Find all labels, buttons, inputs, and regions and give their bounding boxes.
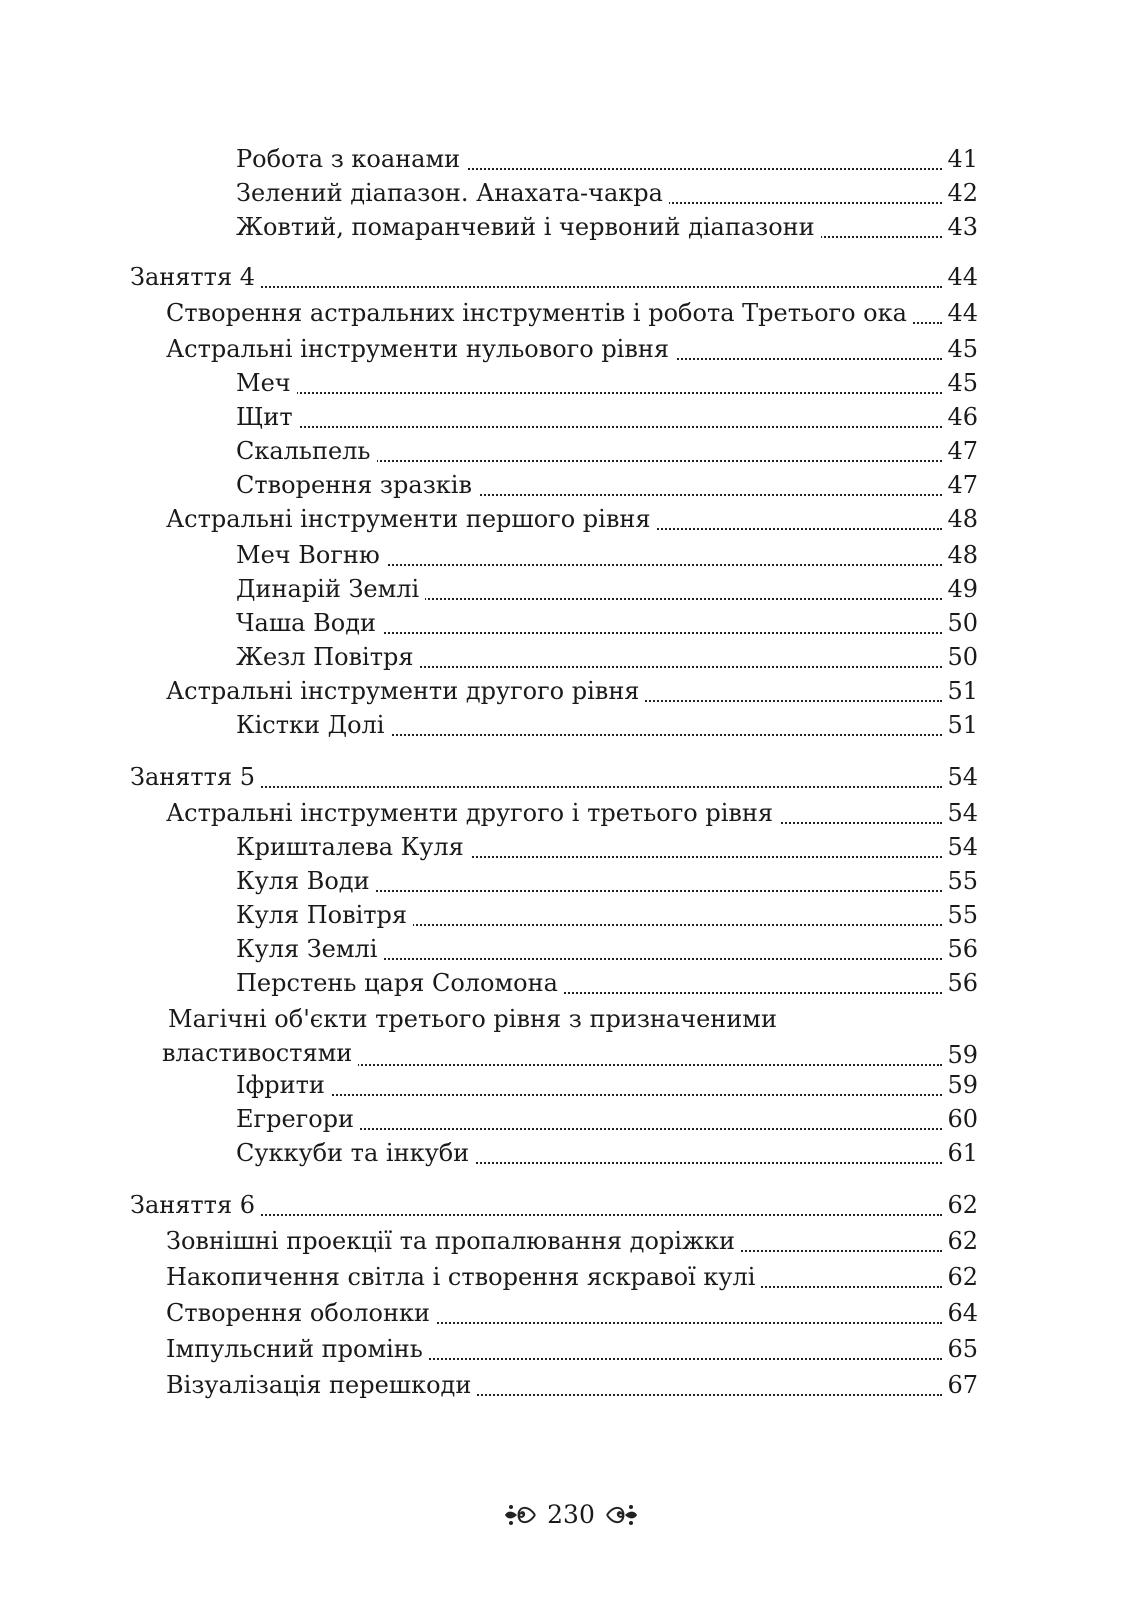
- toc-entry-title: Астральні інструменти нульового рівня: [166, 334, 675, 364]
- toc-entry-page: 41: [943, 144, 978, 174]
- toc-entry-page: 47: [943, 436, 978, 466]
- toc-entry-page: 43: [943, 212, 978, 242]
- toc-entry-title: Меч Вогню: [236, 540, 386, 570]
- toc-entry-title: Створення астральних інструментів і робота Третього ока: [166, 298, 913, 328]
- toc-entry-page: 62: [943, 1190, 978, 1220]
- page-footer: [0, 1500, 1142, 1532]
- toc-entry-page: 50: [943, 642, 978, 672]
- toc-entry-title: Жезл Повітря: [236, 642, 419, 672]
- toc-entry: [236, 864, 978, 900]
- toc-entry-page: 67: [943, 1370, 978, 1400]
- toc-entry-page: 51: [943, 710, 978, 740]
- toc-entry-page: 47: [943, 470, 978, 500]
- toc-entry: [166, 502, 978, 538]
- toc-entry-title: Меч: [236, 368, 297, 398]
- toc-entry: [236, 176, 978, 212]
- toc-entry-title: Створення оболонки: [166, 1298, 436, 1328]
- toc-entry-page: 51: [943, 676, 978, 706]
- toc-entry-page: 45: [943, 368, 978, 398]
- toc-entry-title: Щит: [236, 402, 299, 432]
- toc-entry-title: Куля Води: [236, 866, 376, 896]
- toc-entry: [236, 572, 978, 608]
- toc-entry-page: 42: [943, 178, 978, 208]
- toc-entry: [166, 1332, 978, 1368]
- toc-entry-page: 45: [943, 334, 978, 364]
- toc-entry-title: Зелений діапазон. Анахата-чакра: [236, 178, 669, 208]
- toc-entry-title: Зовнішні проекції та пропалювання доріжки: [166, 1226, 741, 1256]
- toc-entry: [236, 708, 978, 744]
- toc-entry-page: 61: [943, 1138, 978, 1168]
- toc-entry: [236, 538, 978, 574]
- toc-entry: [236, 434, 978, 470]
- dot-leader: [236, 426, 942, 428]
- toc-entry-page: 59: [943, 1070, 978, 1100]
- toc-entry-page: 55: [943, 900, 978, 930]
- toc-entry-title: Кришталева Куля: [236, 832, 470, 862]
- toc-entry: [130, 760, 978, 796]
- toc-entry: [236, 966, 978, 1002]
- toc-entry-page: 62: [943, 1262, 978, 1292]
- toc-entry: [236, 1102, 978, 1138]
- toc-entry-title: Заняття 5: [130, 762, 261, 792]
- toc-entry: [162, 1002, 978, 1074]
- toc-entry: [236, 932, 978, 968]
- toc-entry-page: 60: [943, 1104, 978, 1134]
- toc-entry: [130, 1188, 978, 1224]
- page-number: 230: [547, 1500, 595, 1529]
- toc-entry: [166, 1296, 978, 1332]
- toc-entry-title: Перстень царя Соломона: [236, 968, 564, 998]
- toc-entry-page: 49: [943, 574, 978, 604]
- toc-entry: [236, 468, 978, 504]
- toc-entry: [236, 606, 978, 642]
- toc-entry: [236, 898, 978, 934]
- toc-entry-title: Суккуби та інкуби: [236, 1138, 475, 1168]
- toc-entry-page: 55: [943, 866, 978, 896]
- toc-entry-title: [162, 1002, 984, 1070]
- toc-entry: [236, 640, 978, 676]
- toc-entry: [166, 796, 978, 832]
- fleuron-left-icon: [503, 1502, 537, 1528]
- toc-entry-title: Заняття 4: [130, 262, 261, 292]
- toc-entry: [236, 1068, 978, 1104]
- toc-entry-page: 50: [943, 608, 978, 638]
- toc-entry-page: 54: [943, 798, 978, 828]
- toc-entry-title: Астральні інструменти другого і третього рівня: [166, 798, 779, 828]
- toc-entry-title-line2: властивостями: [162, 1036, 358, 1070]
- toc-entry-page: 48: [943, 504, 978, 534]
- toc-entry: [236, 366, 978, 402]
- toc-entry: [166, 674, 978, 710]
- toc-entry-page: 62: [943, 1226, 978, 1256]
- dot-leader: [236, 392, 942, 394]
- toc-entry-title: Астральні інструменти другого рівня: [166, 676, 645, 706]
- fleuron-right-icon: [605, 1502, 639, 1528]
- toc-entry: [236, 210, 978, 246]
- toc-entry-title-line1: Магічні об'єкти третього рівня з призначеними: [168, 1005, 777, 1033]
- toc-entry-page: 44: [943, 262, 978, 292]
- toc-entry-page: 54: [943, 762, 978, 792]
- toc-entry: [236, 142, 978, 178]
- toc-entry-page: 56: [943, 968, 978, 998]
- toc-entry-title: Імпульсний промінь: [166, 1334, 429, 1364]
- toc-entry: [236, 400, 978, 436]
- toc-entry-title: Астральні інструменти першого рівня: [166, 504, 657, 534]
- toc-entry-title: Кістки Долі: [236, 710, 390, 740]
- toc-entry-title: Чаша Води: [236, 608, 382, 638]
- toc-entry: [166, 1224, 978, 1260]
- toc-entry-title: Куля Повітря: [236, 900, 413, 930]
- dot-leader: [236, 1094, 942, 1096]
- toc-entry-page: 64: [943, 1298, 978, 1328]
- toc-entry-page: 54: [943, 832, 978, 862]
- toc-entry-title: Жовтий, помаранчевий і червоний діапазони: [236, 212, 821, 242]
- toc-entry-title: Заняття 6: [130, 1190, 261, 1220]
- toc-entry-title: Куля Землі: [236, 934, 383, 964]
- toc-entry-page: 59: [943, 1040, 978, 1070]
- toc-entry-page: 56: [943, 934, 978, 964]
- toc-entry-title: Егрегори: [236, 1104, 360, 1134]
- toc-entry: [130, 260, 978, 296]
- toc-entry: [236, 1136, 978, 1172]
- toc-entry: [166, 332, 978, 368]
- toc-entry-title: Накопичення світла і створення яскравої кулі: [166, 1262, 761, 1292]
- toc-entry: [236, 830, 978, 866]
- toc-entry-title: Динарій Землі: [236, 574, 425, 604]
- toc-entry-title: Створення зразків: [236, 470, 478, 500]
- toc-entry-title: Скальпель: [236, 436, 377, 466]
- toc-entry-page: 46: [943, 402, 978, 432]
- toc-entry-title: Робота з коанами: [236, 144, 466, 174]
- toc-entry-page: 44: [943, 298, 978, 328]
- toc-entry: [166, 296, 978, 332]
- toc-entry-title: Іфрити: [236, 1070, 331, 1100]
- toc-entry: [166, 1368, 978, 1404]
- toc-entry-page: 48: [943, 540, 978, 570]
- toc-entry-page: 65: [943, 1334, 978, 1364]
- toc-entry-title: Візуалізація перешкоди: [166, 1370, 477, 1400]
- toc-entry: [166, 1260, 978, 1296]
